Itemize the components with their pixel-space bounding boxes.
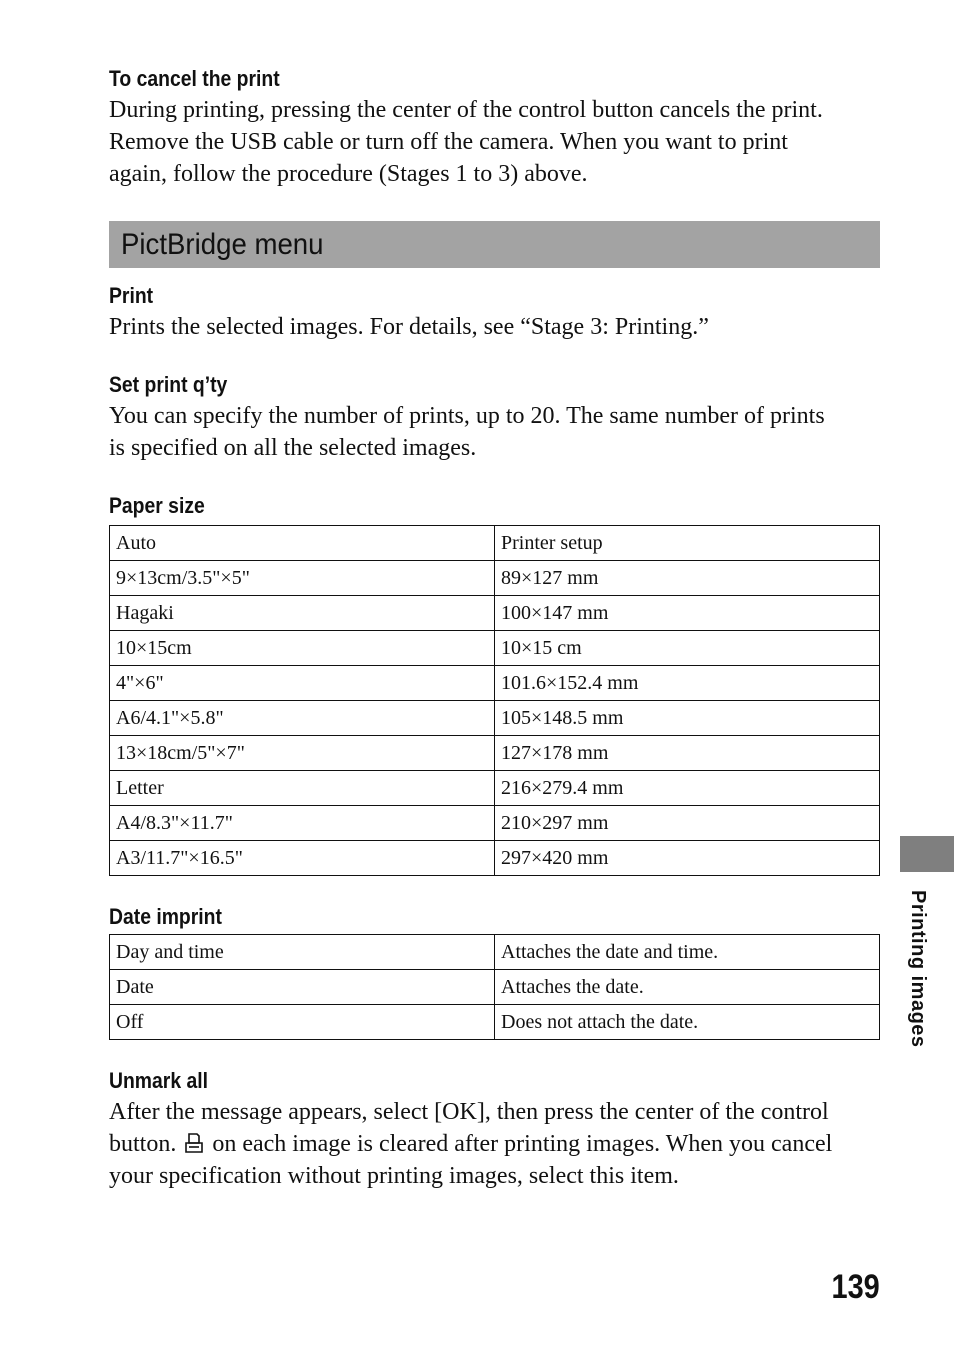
paper-size-row — [110, 596, 880, 631]
qty-heading: Set print q’ty — [109, 372, 228, 397]
table-cell-option: 10×15cm — [110, 631, 495, 666]
cancel-line-3: again, follow the procedure (Stages 1 to 3) above. — [109, 161, 588, 187]
table-cell-value: Printer setup — [495, 526, 880, 561]
table-cell-option: Letter — [110, 771, 495, 806]
table-cell-value: 10×15 cm — [495, 631, 880, 666]
table-cell-option: Auto — [110, 526, 495, 561]
side-chapter-label: Printing images — [907, 890, 929, 1048]
cancel-line-1: During printing, pressing the center of the control button cancels the print. — [109, 97, 823, 123]
table-cell-option: 9×13cm/3.5"×5" — [110, 561, 495, 596]
paper-size-row — [110, 736, 880, 771]
qty-line-2: is specified on all the selected images. — [109, 435, 477, 461]
table-cell-option: A4/8.3"×11.7" — [110, 806, 495, 841]
page-number: 139 — [831, 1268, 880, 1306]
date-imprint-row — [110, 935, 880, 970]
table-cell-value: 100×147 mm — [495, 596, 880, 631]
table-cell-value: 216×279.4 mm — [495, 771, 880, 806]
paper-size-row — [110, 561, 880, 596]
table-cell-option: Date — [110, 970, 495, 1005]
unmark-text — [109, 1096, 880, 1192]
table-cell-option: 13×18cm/5"×7" — [110, 736, 495, 771]
table-cell-value: 89×127 mm — [495, 561, 880, 596]
unmark-line-2-before: button. — [109, 1131, 177, 1157]
paper-size-table — [109, 525, 880, 876]
table-cell-value: Attaches the date. — [495, 970, 880, 1005]
section-title: PictBridge menu — [121, 227, 324, 261]
side-tab-marker — [900, 836, 954, 872]
table-cell-value: 210×297 mm — [495, 806, 880, 841]
table-cell-option: A3/11.7"×16.5" — [110, 841, 495, 876]
unmark-line-2-after: on each image is cleared after printing images. When you cancel — [212, 1131, 833, 1157]
unmark-heading: Unmark all — [109, 1068, 208, 1093]
paper-size-row — [110, 841, 880, 876]
date-imprint-row — [110, 970, 880, 1005]
paper-size-row — [110, 666, 880, 701]
table-cell-option: A6/4.1"×5.8" — [110, 701, 495, 736]
cancel-text — [109, 94, 880, 190]
qty-text — [109, 400, 880, 464]
paper-size-row — [110, 701, 880, 736]
page-content — [109, 64, 880, 1192]
table-cell-value: 127×178 mm — [495, 736, 880, 771]
paper-size-row — [110, 806, 880, 841]
paper-size-row — [110, 631, 880, 666]
unmark-line-1: After the message appears, select [OK], then press the center of the control — [109, 1099, 829, 1125]
paper-size-row — [110, 771, 880, 806]
qty-line-1: You can specify the number of prints, up to 20. The same number of prints — [109, 403, 825, 429]
date-imprint-row — [110, 1005, 880, 1040]
print-text: Prints the selected images. For details, see “Stage 3: Printing.” — [109, 314, 709, 340]
cancel-line-2: Remove the USB cable or turn off the camera. When you want to print — [109, 129, 788, 155]
print-heading: Print — [109, 283, 154, 308]
date-heading: Date imprint — [109, 904, 222, 929]
table-cell-option: 4"×6" — [110, 666, 495, 701]
table-cell-value: 101.6×152.4 mm — [495, 666, 880, 701]
table-cell-option: Hagaki — [110, 596, 495, 631]
table-cell-option: Day and time — [110, 935, 495, 970]
paper-heading: Paper size — [109, 493, 205, 518]
cancel-heading: To cancel the print — [109, 66, 280, 91]
unmark-line-3: your specification without printing images, select this item. — [109, 1163, 679, 1189]
paper-size-row — [110, 526, 880, 561]
print-order-icon — [184, 1132, 204, 1154]
table-cell-value: Attaches the date and time. — [495, 935, 880, 970]
date-imprint-table — [109, 934, 880, 1040]
section-header-bar — [109, 221, 880, 268]
table-cell-value: 105×148.5 mm — [495, 701, 880, 736]
table-cell-option: Off — [110, 1005, 495, 1040]
table-cell-value: 297×420 mm — [495, 841, 880, 876]
table-cell-value: Does not attach the date. — [495, 1005, 880, 1040]
